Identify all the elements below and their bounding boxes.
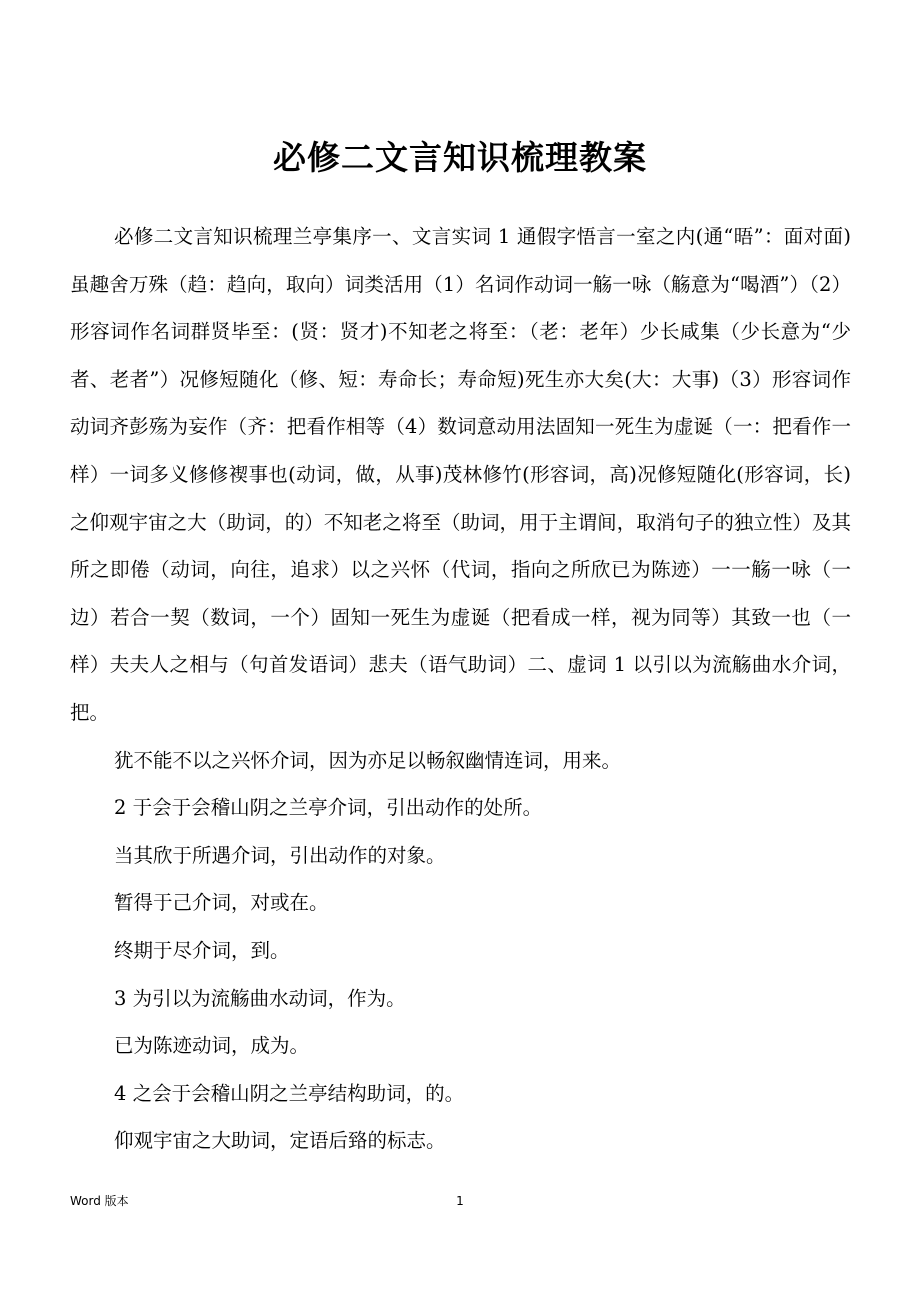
document-title: 必修二文言知识梳理教案 bbox=[273, 138, 647, 177]
paragraph-item: 已为陈迹动词，成为。 bbox=[114, 1034, 310, 1058]
paragraph-item: 终期于尽介词，到。 bbox=[114, 938, 290, 962]
paragraph-item: 3 为引以为流觞曲水动词，作为。 bbox=[114, 986, 406, 1010]
paragraph-item: 2 于会于会稽山阴之兰亭介词，引出动作的处所。 bbox=[114, 796, 543, 820]
paragraph-item: 犹不能不以之兴怀介词，因为亦足以畅叙幽情连词，用来。 bbox=[114, 748, 622, 772]
paragraph-item: 仰观宇宙之大助词，定语后臵的标志。 bbox=[114, 1129, 446, 1153]
paragraph-item: 4 之会于会稽山阴之兰亭结构助词，的。 bbox=[114, 1081, 465, 1105]
footer-version-label: Word 版本 bbox=[70, 1194, 129, 1208]
footer-page-number: 1 bbox=[456, 1194, 464, 1208]
paragraph-intro: 必修二文言知识梳理兰亭集序一、文言实词 1 通假字悟言一室之内(通“晤”：面对面)虽趣舍万殊（趋：趋向，取向）词类活用（1）名词作动词一觞一咏（觞意为“喝酒”）（2）形容词作名词群贤毕至：(贤：贤才)不知老之将至：（老：老年）少长咸集（少长意为“少者、老者”）况修短随化（修、短：寿命长；寿命短)死生亦大矣(大：大事)（3）形容词作动词齐彭殇为妄作（齐：把看作相等（4）数词意动用法固知一死生为虚诞（一：把看作一样）一词多义修修褉事也(动词，做，从事)茂林修竹(形容词，高)况修短随化(形容词，长)之仰观宇宙之大（助词，的）不知老之将至（助词，用于主谓间，取消句子的独立性）及其所之即倦（动词，向往，追求）以之兴怀（代词，指向之所欣已为陈迹）一一觞一咏（一边）若合一契（数词，一个）固知一死生为虚诞（把看成一样，视为同等）其致一也（一样）夫夫人之相与（句首发语词）悲夫（语气助词）二、虚词 1 以引以为流觞曲水介词，把。 bbox=[70, 225, 851, 724]
document-body bbox=[70, 213, 851, 1165]
paragraph-item: 当其欣于所遇介词，引出动作的对象。 bbox=[114, 843, 446, 867]
paragraph-item: 暂得于己介词，对或在。 bbox=[114, 891, 329, 915]
